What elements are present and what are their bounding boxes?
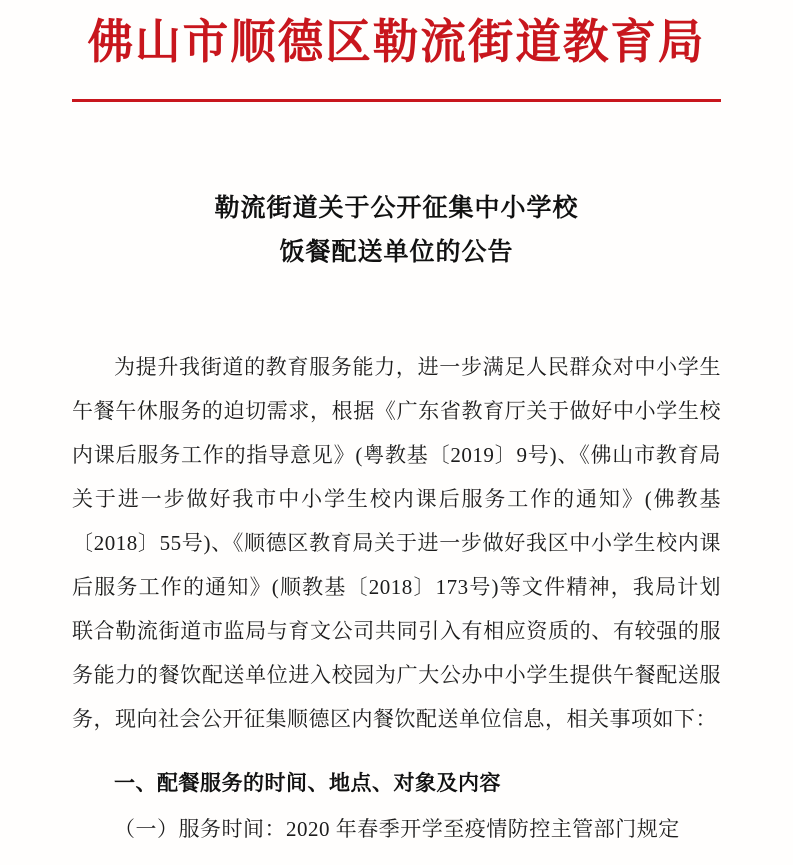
letterhead [72,0,721,102]
body-paragraph: 为提升我街道的教育服务能力，进一步满足人民群众对中小学生午餐午休服务的迫切需求，根据《广东省教育厅关于做好中小学生校内课后服务工作的指导意见》(粤教基〔2019〕9号)、《佛山市教育局关于进一步做好我市中小学生校内课后服务工作的通知》(佛教基〔2018〕55号)、《顺德区教育局关于进一步做好我区中小学生校内课后服务工作的通知》(顺教基〔2018〕173号)等文件精神，我局计划联合勒流街道市监局与育文公司共同引入有相应资质的、有较强的服务能力的餐饮配送单位进入校园为广大公办中小学生提供午餐配送服务，现向社会公开征集顺德区内餐饮配送单位信息，相关事项如下： [72,355,721,732]
document-body [72,345,721,851]
document-title-line-1: 勒流街道关于公开征集中小学校 [214,192,579,222]
document-title [72,186,721,274]
section-item-1: （一）服务时间：2020 年春季开学至疫情防控主管部门规定 [114,817,680,842]
section-heading-1: 一、配餐服务的时间、地点、对象及内容 [114,771,501,796]
issuing-organization-title: 佛山市顺德区勒流街道教育局 [87,15,706,70]
letterhead-red-rule [72,99,721,102]
document-title-line-2: 饭餐配送单位的公告 [279,236,514,266]
